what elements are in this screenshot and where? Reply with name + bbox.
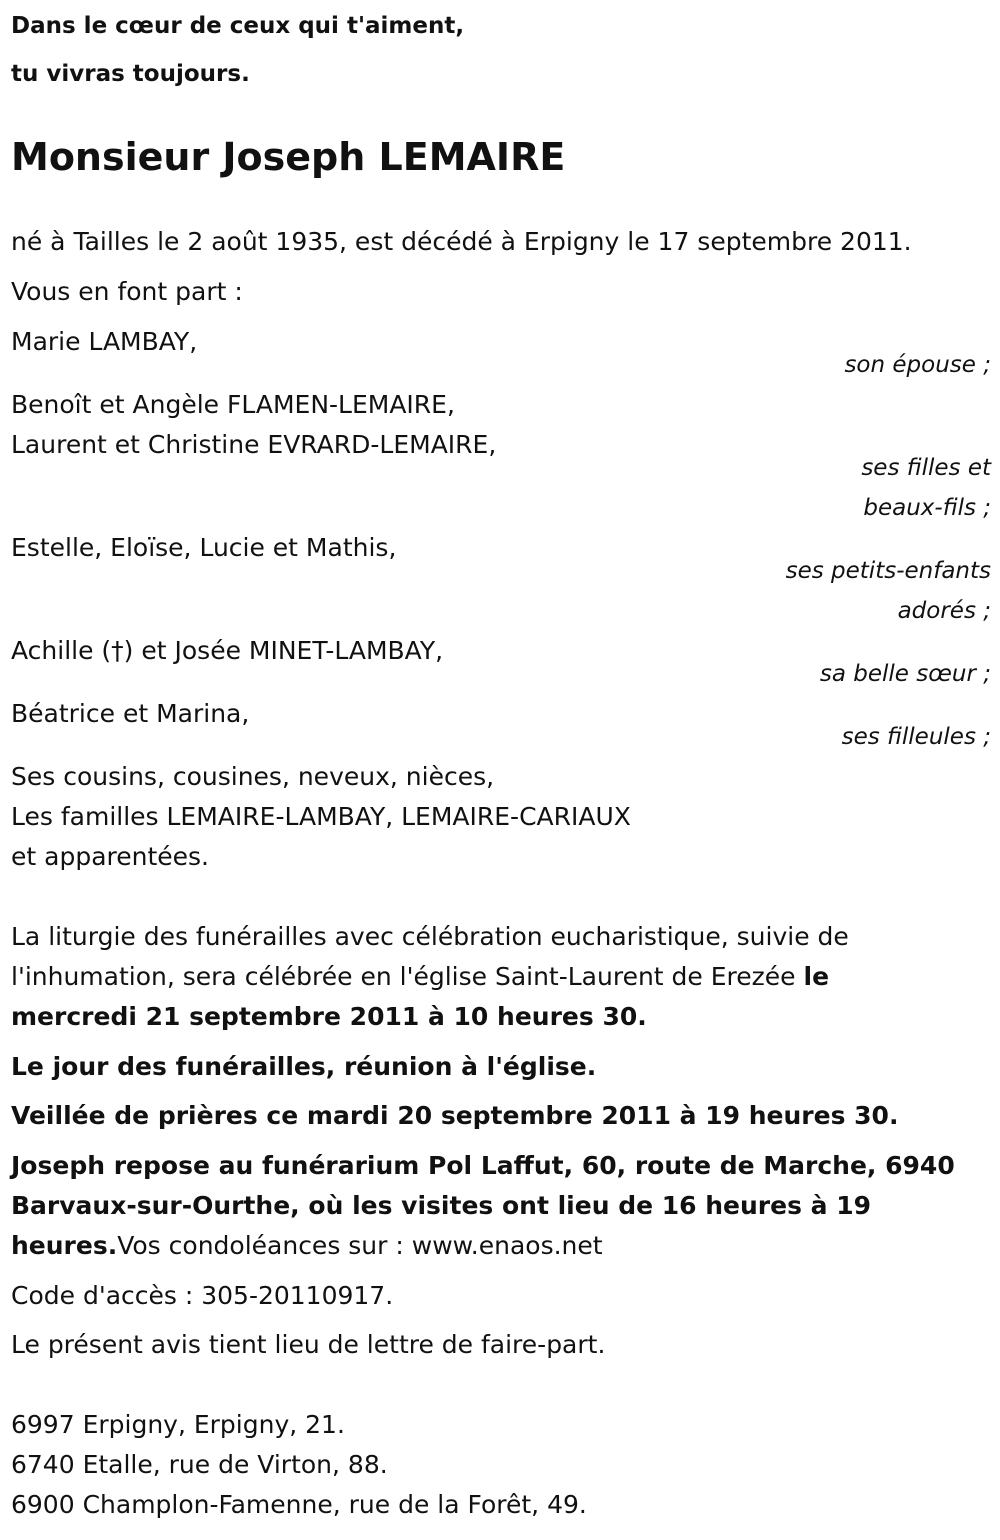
liturgy-date: mercredi 21 septembre 2011 à 10 heures 30. [11,1002,647,1031]
extended-family-line-2: Les familles LEMAIRE-LAMBAY, LEMAIRE-CARIAUX [11,802,631,831]
vigil-text: Veillée de prières ce mardi 20 septembre 2011 à 19 heures 30. [11,1101,899,1130]
family-names-sister-in-law: Achille (†) et Josée MINET-LAMBAY, [11,636,444,665]
relation-daughters-2: beaux-fils ; [863,495,991,521]
intro-text: Vous en font part : [11,277,243,306]
address-1: 6997 Erpigny, Erpigny, 21. [11,1410,345,1439]
birth-death-text: né à Tailles le 2 août 1935, est décédé à Erpigny le 17 septembre 2011. [11,227,912,256]
funerarium-line-3 [11,1231,603,1261]
family-names-daughters-2: Laurent et Christine EVRARD-LEMAIRE, [11,430,497,459]
meeting-text: Le jour des funérailles, réunion à l'église. [11,1052,597,1081]
family-names-daughters-1: Benoît et Angèle FLAMEN-LEMAIRE, [11,390,455,419]
relation-daughters-1: ses filles et [861,455,991,481]
relation-goddaughters: ses filleules ; [841,724,991,750]
extended-family-line-3: et apparentées. [11,842,209,871]
relation-grandchildren-1: ses petits-enfants [785,558,991,584]
liturgy-line-1: La liturgie des funérailles avec célébration eucharistique, suivie de [11,922,849,951]
funerarium-line-2: Barvaux-sur-Ourthe, où les visites ont lieu de 16 heures à 19 [11,1191,872,1220]
liturgy-line-2-text: l'inhumation, sera célébrée en l'église Saint-Laurent de Erezée [11,962,796,991]
relation-spouse: son épouse ; [844,352,991,378]
relation-grandchildren-2: adorés ; [897,598,991,624]
family-names-grandchildren: Estelle, Eloïse, Lucie et Mathis, [11,533,397,562]
epitaph-line-2: tu vivras toujours. [11,61,250,87]
liturgy-line-2-bold: le [803,962,830,991]
family-names-spouse: Marie LAMBAY, [11,327,198,356]
address-3: 6900 Champlon-Famenne, rue de la Forêt, 49. [11,1490,587,1519]
condolences-link-text: Vos condoléances sur : www.enaos.net [117,1231,603,1260]
extended-family-line-1: Ses cousins, cousines, neveux, nièces, [11,762,495,791]
funerarium-line-1: Joseph repose au funérarium Pol Laffut, 60, route de Marche, 6940 [11,1151,955,1180]
funerarium-hours: heures. [11,1231,118,1260]
address-2: 6740 Etalle, rue de Virton, 88. [11,1450,388,1479]
liturgy-line-2 [11,962,829,992]
deceased-name-title: Monsieur Joseph LEMAIRE [11,135,566,179]
family-names-goddaughters: Béatrice et Marina, [11,699,250,728]
relation-sister-in-law: sa belle sœur ; [819,661,991,687]
notice-text: Le présent avis tient lieu de lettre de faire-part. [11,1330,606,1359]
epitaph-line-1: Dans le cœur de ceux qui t'aiment, [11,13,465,39]
access-code-text: Code d'accès : 305-20110917. [11,1281,394,1310]
